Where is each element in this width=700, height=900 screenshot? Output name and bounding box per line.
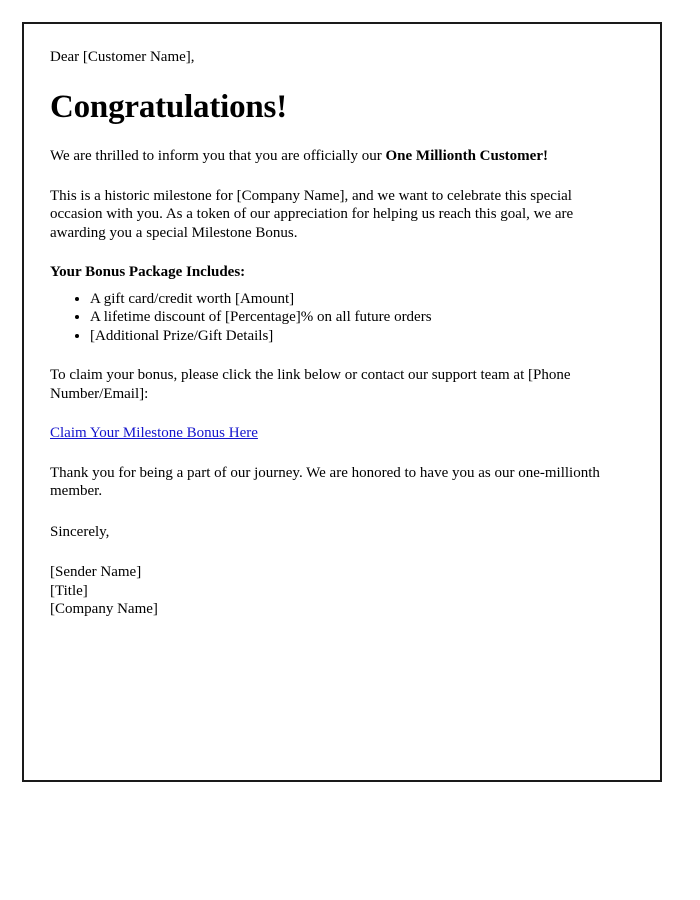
list-item: • A gift card/credit worth [Amount] (90, 290, 614, 309)
signoff-line: Sincerely, (50, 523, 110, 540)
thanks-paragraph: Thank you for being a part of our journey. We are honored to have you as our one-millionth member. (50, 464, 600, 499)
page-title: Congratulations! (50, 89, 287, 125)
bonus-items-list (50, 290, 614, 346)
claim-instructions-paragraph: To claim your bonus, please click the link below or contact our support team at [Phone Number/Email]: (50, 367, 571, 402)
signature-block (50, 563, 614, 619)
document-page-frame (22, 22, 662, 782)
salutation-line: Dear [Customer Name], (50, 49, 195, 65)
sender-name: [Sender Name] (50, 564, 142, 580)
bonus-package-heading: Your Bonus Package Includes: (50, 264, 246, 280)
milestone-paragraph: This is a historic milestone for [Company Name], and we want to celebrate this special occasion with you. As a token of our appreciation for helping us reach this goal, we are awarding you a special Milestone Bonus. (50, 187, 574, 241)
intro-paragraph (50, 147, 614, 166)
list-item: • [Additional Prize/Gift Details] (90, 327, 614, 346)
sender-title: [Title] (50, 582, 88, 599)
letter-content (50, 48, 614, 619)
intro-paragraph-text: We are thrilled to inform you that you are officially our (50, 148, 386, 164)
claim-bonus-link[interactable]: Claim Your Milestone Bonus Here (50, 425, 258, 441)
intro-paragraph-emphasis: One Millionth Customer! (385, 148, 548, 164)
list-item: • A lifetime discount of [Percentage]% on all future orders (90, 308, 614, 327)
sender-company: [Company Name] (50, 601, 158, 617)
